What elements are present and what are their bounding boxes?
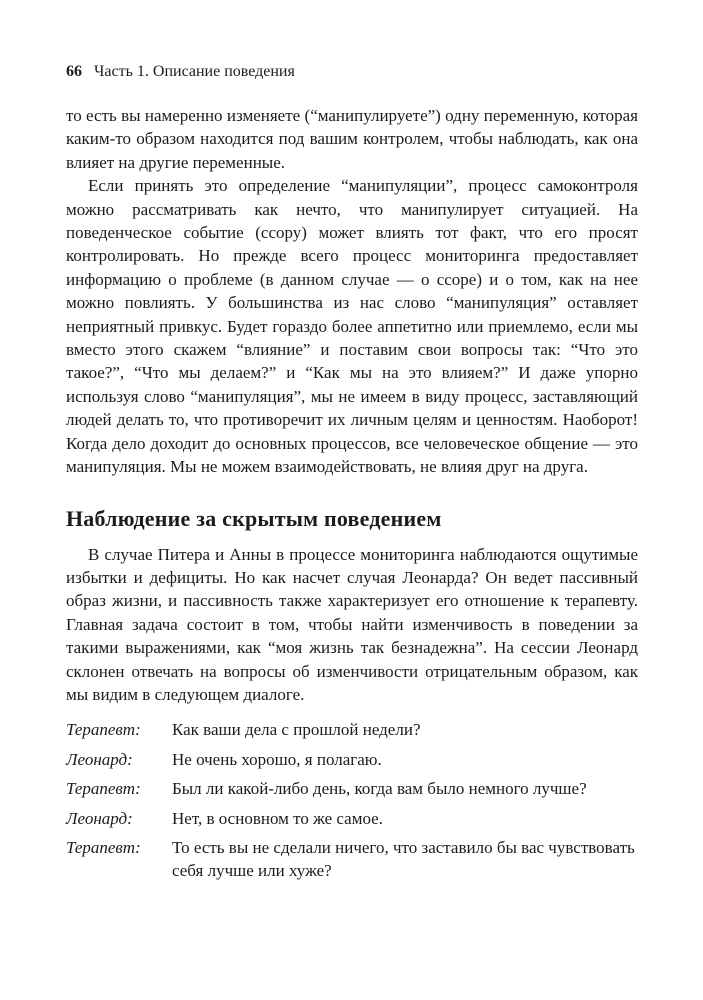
dialogue (66, 718, 638, 882)
dialogue-line: Не очень хорошо, я полагаю. (172, 749, 382, 769)
paragraph-section: В случае Питера и Анны в процессе мониторинга наблюдаются ощутимые избытки и дефициты. Но как насчет случая Леонарда? Он ведет пассивный образ жизни, и пассивность также характеризует его отношение к терапевту. Главная задача состоит в том, чтобы найти изменчивость в поведении за такими выражениями, как “моя жизнь так безнадежна”. На сессии Леонард склонен отвечать на вопросы об изменчивости отрицательным образом, как мы видим в следующем диалоге. (66, 544, 638, 704)
dialogue-speaker: Леонард: (66, 749, 133, 769)
dialogue-line: Нет, в основном то же самое. (172, 808, 383, 828)
body-text (66, 104, 638, 889)
dialogue-speaker: Леонард: (66, 808, 133, 828)
dialogue-row (66, 748, 638, 771)
dialogue-row (66, 777, 638, 800)
dialogue-speaker: Терапевт: (66, 837, 141, 857)
dialogue-line: Был ли какой-либо день, когда вам было немного лучше? (172, 779, 587, 799)
section-heading: Наблюдение за скрытым поведением (66, 505, 442, 531)
dialogue-line: То есть вы не сделали ничего, что заставило бы вас чувствовать себя лучше или хуже? (172, 837, 635, 881)
dialogue-row (66, 718, 638, 741)
page-number: 66 (66, 63, 82, 80)
dialogue-line: Как ваши дела с прошлой недели? (172, 720, 421, 740)
chapter-title: Часть 1. Описание поведения (94, 63, 295, 80)
paragraph-manipulation: Если принять это определение “манипуляции”, процесс самоконтроля можно рассматривать как нечто, что манипулирует ситуацией. На поведенческое событие (ссору) может влиять тот факт, что его просят контролировать. Но прежде всего процесс мониторинга предоставляет информацию о проблеме (в данном случае — о ссоре) и о том, как на нее можно повлиять. У большинства из нас слово “манипуляция” оставляет неприятный привкус. Будет гораздо более аппетитно или приемлемо, если мы вместо этого скажем “влияние” и поставим свои вопросы так: “Что это такое?”, “Что мы делаем?” и “Как мы на это влияем?” И даже упорно используя слово “манипуляция”, мы не имеем в виду процесс, заставляющий людей делать то, что противоречит их личным целям и ценностям. Наоборот! Когда дело доходит до основных процессов, все человеческое общение — это манипуляция. Мы не можем взаимодействовать, не влияя друг на друга. (66, 176, 638, 477)
dialogue-speaker: Терапевт: (66, 720, 141, 740)
dialogue-row (66, 807, 638, 830)
running-head (66, 62, 295, 82)
dialogue-row (66, 836, 638, 883)
paragraph-continued: то есть вы намеренно изменяете (“манипулируете”) одну переменную, которая каким-то образом находится под вашим контролем, чтобы наблюдать, как она влияет на другие переменные. (66, 106, 638, 172)
dialogue-speaker: Терапевт: (66, 779, 141, 799)
